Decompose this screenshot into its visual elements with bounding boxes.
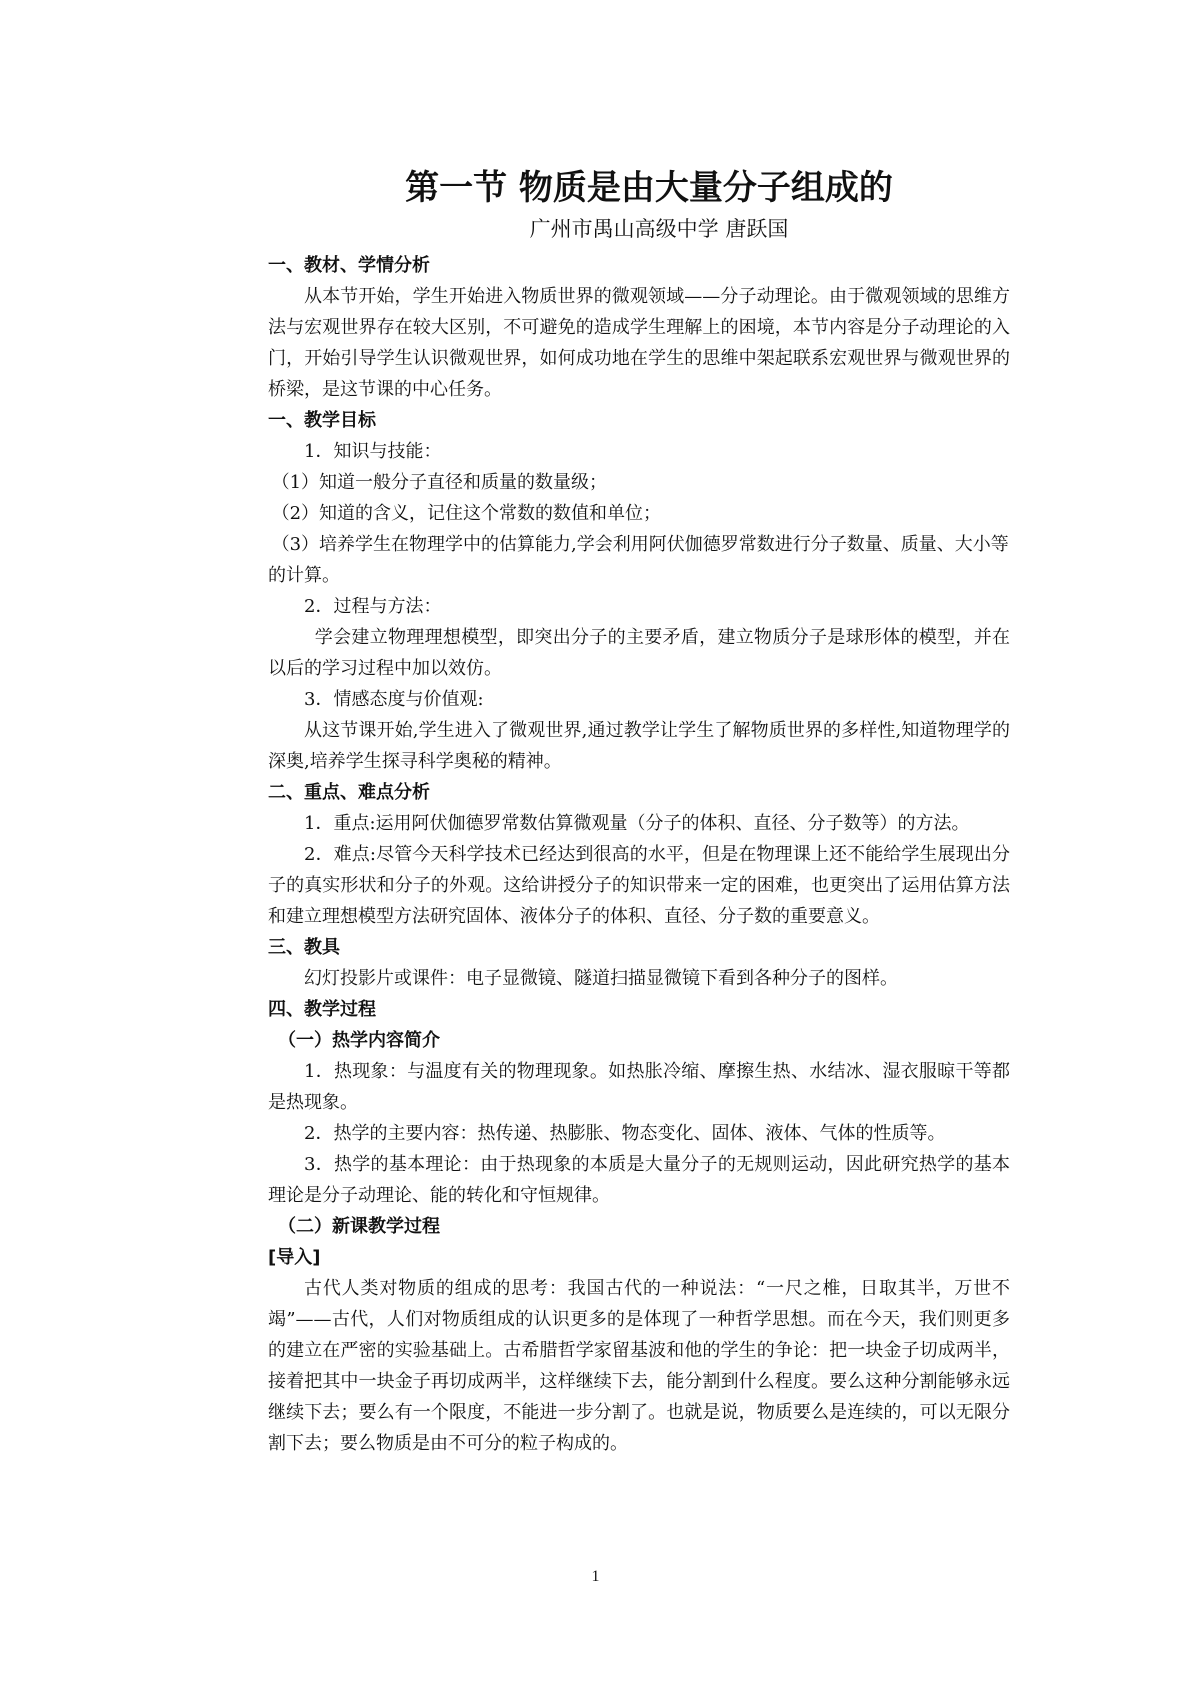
page-content [268,162,1010,1459]
goal-knowledge-item-3: （3）培养学生在物理学中的估算能力,学会利用阿伏伽德罗常数进行分子数量、质量、大小等的计算。 [268,534,1009,586]
subheading-new-lesson: （二）新课教学过程 [278,1216,440,1237]
paragraph-analysis: 从本节开始，学生开始进入物质世界的微观领域——分子动理论。由于微观领域的思维方法与宏观世界存在较大区别，不可避免的造成学生理解上的困境，本节内容是分子动理论的入门，开始引导学生认识微观世界，如何成功地在学生的思维中架起联系宏观世界与微观世界的桥梁，是这节课的中心任务。 [268,286,1010,400]
goal-knowledge-item-1: （1）知道一般分子直径和质量的数量级； [271,472,608,493]
section-heading-keypoints: 二、重点、难点分析 [268,782,430,803]
goal-emotion-text: 从这节课开始,学生进入了微观世界,通过教学让学生了解物质世界的多样性,知道物理学的深奥,培养学生探寻科学奥秘的精神。 [268,720,1010,772]
author-line: 广州市禺山高级中学 唐跃国 [529,217,789,241]
page-title: 第一节 物质是由大量分子组成的 [405,168,893,208]
tools-text: 幻灯投影片或课件：电子显微镜、隧道扫描显微镜下看到各种分子的图样。 [304,968,898,989]
thermal-item-1: 1．热现象：与温度有关的物理现象。如热胀冷缩、摩擦生热、水结冰、湿衣服晾干等都是热现象。 [268,1061,1010,1113]
section-heading-analysis: 一、教材、学情分析 [268,255,430,276]
keypoint-difficulty: 2．难点:尽管今天科学技术已经达到很高的水平，但是在物理课上还不能给学生展现出分子的真实形状和分子的外观。这给讲授分子的知识带来一定的困难，也更突出了运用估算方法和建立理想模型方法研究固体、液体分子的体积、直径、分子数的重要意义。 [268,844,1010,927]
thermal-item-3: 3．热学的基本理论：由于热现象的本质是大量分子的无规则运动，因此研究热学的基本理论是分子动理论、能的转化和守恒规律。 [268,1154,1010,1206]
goal-method-title: 2．过程与方法： [304,596,442,617]
page-number: 1 [591,1568,600,1585]
intro-paragraph: 古代人类对物质的组成的思考：我国古代的一种说法：“一尺之椎，日取其半，万世不竭”——古代，人们对物质组成的认识更多的是体现了一种哲学思想。而在今天，我们则更多的建立在严密的实验基础上。古希腊哲学家留基波和他的学生的争论：把一块金子切成两半，接着把其中一块金子再切成两半，这样继续下去，能分割到什么程度。要么这种分割能够永远继续下去；要么有一个限度，不能进一步分割了。也就是说，物质要么是连续的，可以无限分割下去；要么物质是由不可分的粒子构成的。 [268,1278,1010,1454]
section-heading-process: 四、教学过程 [268,999,376,1020]
goal-knowledge-item-2: （2）知道的含义，记住这个常数的数值和单位； [271,503,662,524]
section-heading-goals: 一、教学目标 [268,410,376,431]
goal-emotion-title: 3．情感态度与价值观: [304,689,484,710]
intro-label: [导入] [268,1247,321,1268]
goal-knowledge-title: 1．知识与技能： [304,441,442,462]
thermal-item-2: 2．热学的主要内容：热传递、热膨胀、物态变化、固体、液体、气体的性质等。 [304,1123,946,1144]
goal-method-text: 学会建立物理理想模型，即突出分子的主要矛盾，建立物质分子是球形体的模型，并在以后的学习过程中加以效仿。 [268,627,1010,679]
section-heading-tools: 三、教具 [268,937,340,958]
keypoint-focus: 1．重点:运用阿伏伽德罗常数估算微观量（分子的体积、直径、分子数等）的方法。 [304,813,970,834]
subheading-thermal-intro: （一）热学内容简介 [278,1030,440,1051]
